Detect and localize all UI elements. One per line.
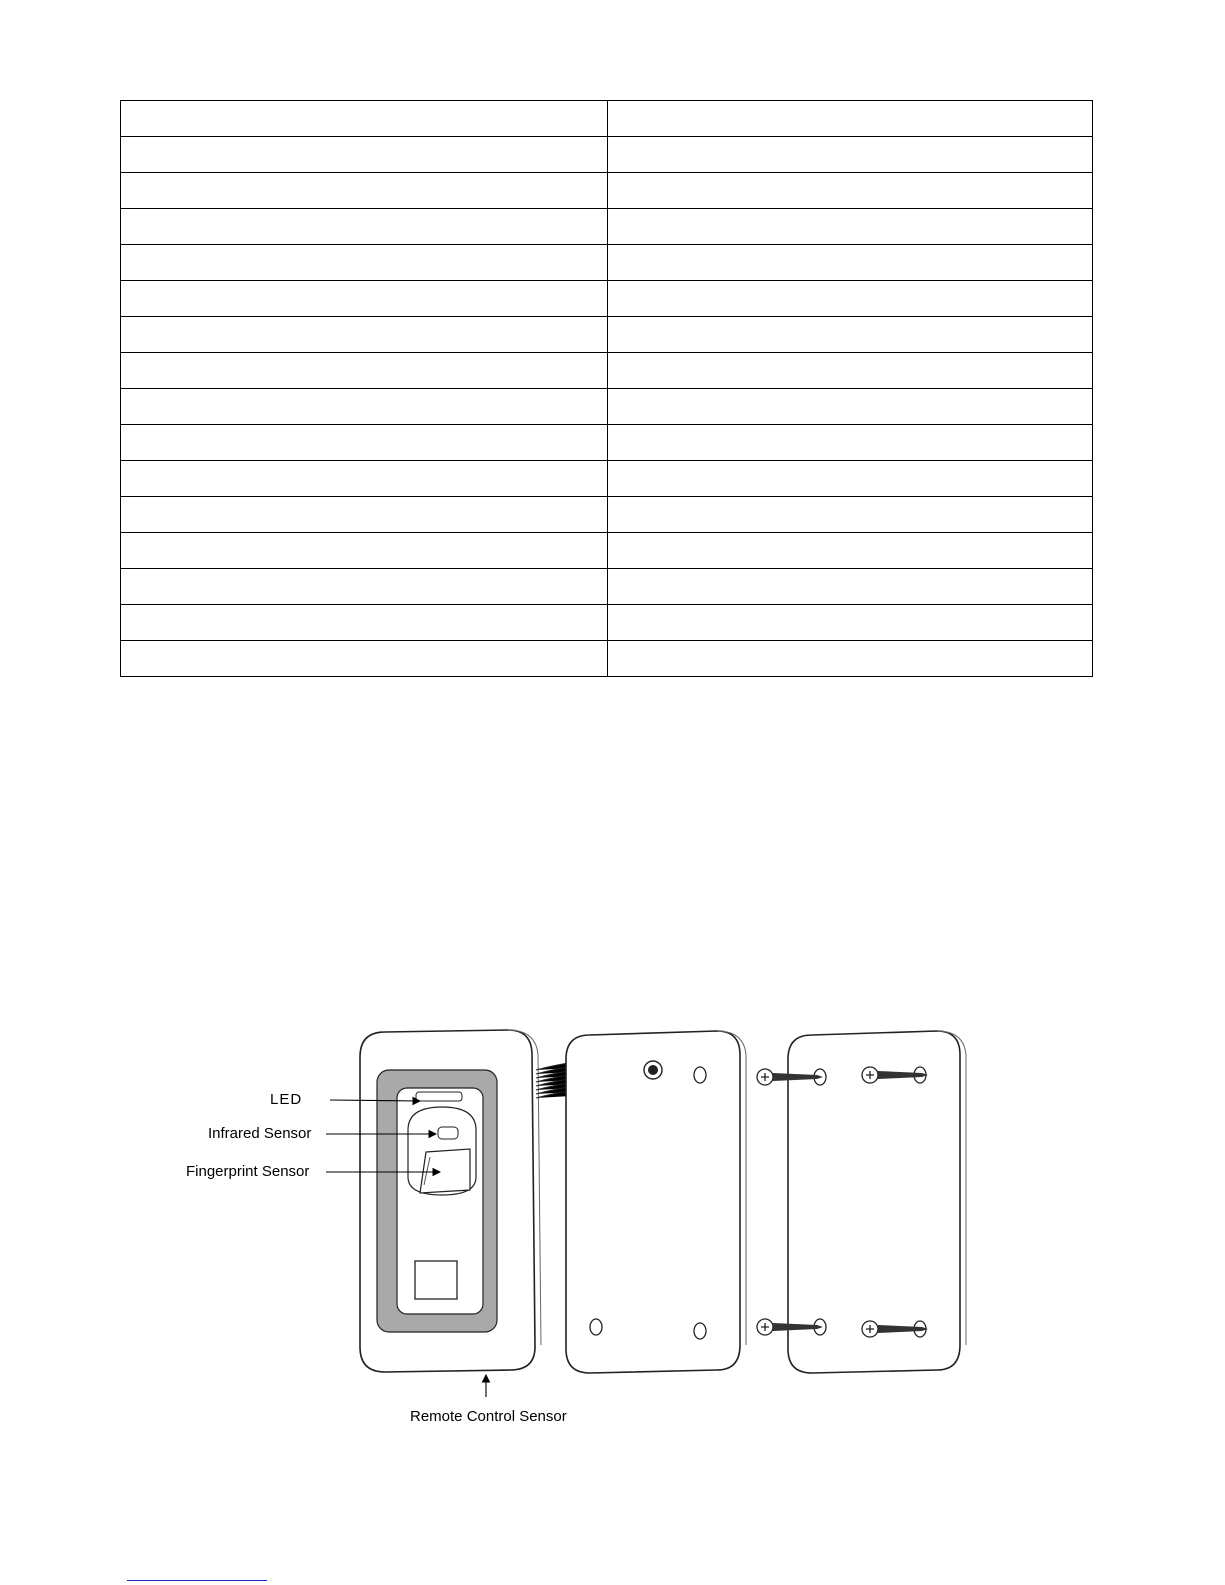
spec-label-cell bbox=[121, 137, 608, 173]
spec-label-cell bbox=[121, 173, 608, 209]
table-row bbox=[121, 317, 1093, 353]
spec-label-cell bbox=[121, 389, 608, 425]
led-label: LED bbox=[270, 1091, 303, 1108]
spec-value-cell bbox=[608, 461, 1093, 497]
back-plate bbox=[566, 1031, 746, 1373]
table-row bbox=[121, 281, 1093, 317]
table-row bbox=[121, 353, 1093, 389]
infrared-sensor-label: Infrared Sensor bbox=[208, 1125, 312, 1142]
spec-label-cell bbox=[121, 533, 608, 569]
table-row bbox=[121, 245, 1093, 281]
table-row bbox=[121, 209, 1093, 245]
spec-value-cell bbox=[608, 425, 1093, 461]
device-illustration bbox=[180, 1025, 980, 1435]
table-row bbox=[121, 461, 1093, 497]
spec-label-cell bbox=[121, 281, 608, 317]
spec-value-cell bbox=[608, 101, 1093, 137]
mounting-plate bbox=[788, 1031, 966, 1373]
spec-label-cell bbox=[121, 425, 608, 461]
spec-value-cell bbox=[608, 281, 1093, 317]
spec-label-cell bbox=[121, 209, 608, 245]
table-row bbox=[121, 389, 1093, 425]
spec-value-cell bbox=[608, 533, 1093, 569]
spec-label-cell bbox=[121, 317, 608, 353]
device-diagram bbox=[180, 1025, 980, 1440]
spec-value-cell bbox=[608, 641, 1093, 677]
fingerprint-sensor-label: Fingerprint Sensor bbox=[186, 1163, 310, 1180]
spec-label-cell bbox=[121, 497, 608, 533]
table-row bbox=[121, 533, 1093, 569]
footer-link-underline[interactable] bbox=[127, 1580, 267, 1581]
table-row bbox=[121, 605, 1093, 641]
table-row bbox=[121, 137, 1093, 173]
infrared-sensor-window bbox=[438, 1127, 458, 1139]
table-row bbox=[121, 569, 1093, 605]
spec-label-cell bbox=[121, 245, 608, 281]
spec-value-cell bbox=[608, 389, 1093, 425]
table-row bbox=[121, 425, 1093, 461]
spec-label-cell bbox=[121, 641, 608, 677]
spec-value-cell bbox=[608, 137, 1093, 173]
table-row bbox=[121, 101, 1093, 137]
table-row bbox=[121, 497, 1093, 533]
spec-label-cell bbox=[121, 101, 608, 137]
spec-value-cell bbox=[608, 605, 1093, 641]
spec-label-cell bbox=[121, 353, 608, 389]
spec-value-cell bbox=[608, 317, 1093, 353]
spec-table bbox=[120, 100, 1093, 677]
spec-value-cell bbox=[608, 209, 1093, 245]
spec-value-cell bbox=[608, 497, 1093, 533]
table-row bbox=[121, 173, 1093, 209]
spec-value-cell bbox=[608, 173, 1093, 209]
reader-front-unit bbox=[360, 1030, 541, 1372]
spec-label-cell bbox=[121, 605, 608, 641]
spec-label-cell bbox=[121, 569, 608, 605]
spec-value-cell bbox=[608, 569, 1093, 605]
spec-label-cell bbox=[121, 461, 608, 497]
remote-control-sensor-label: Remote Control Sensor bbox=[410, 1408, 567, 1425]
spec-value-cell bbox=[608, 245, 1093, 281]
spec-value-cell bbox=[608, 353, 1093, 389]
table-row bbox=[121, 641, 1093, 677]
